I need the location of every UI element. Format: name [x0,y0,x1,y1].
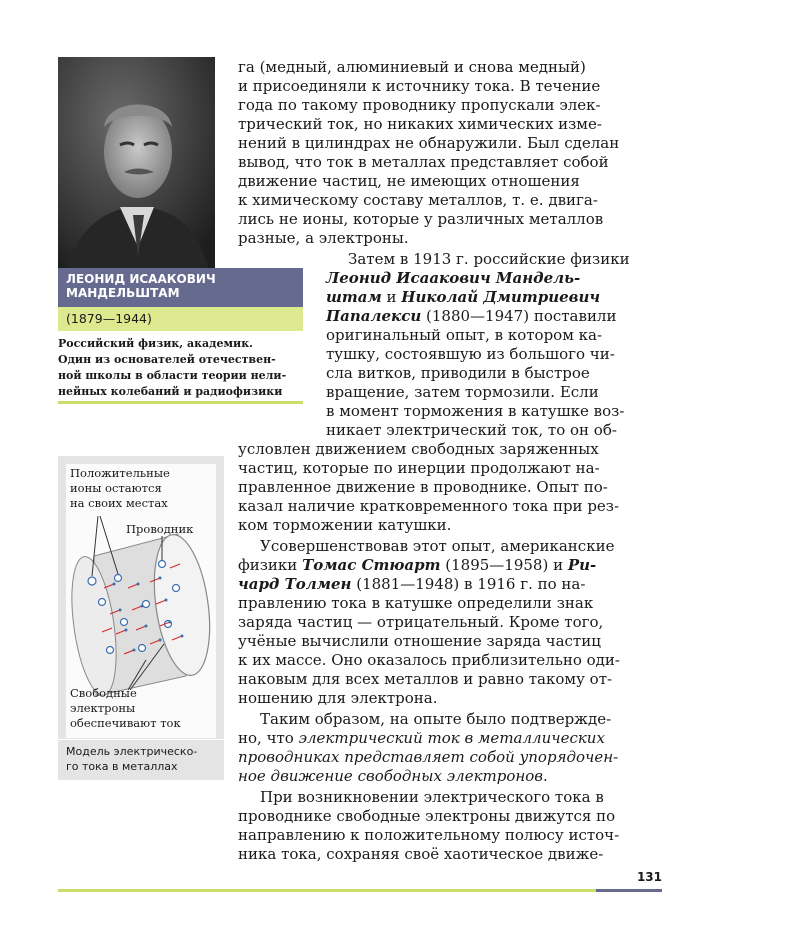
text-line: заряда частиц — отрицательный. Кроме того, [238,613,604,631]
scientist-bio [58,336,308,400]
text-line: оригинальный опыт, в котором ка- [326,326,603,344]
text-line [326,269,580,287]
name-stewart: Томас Стюарт [302,556,441,574]
bio-line: Российский физик, академик. [58,337,253,350]
text-line: трический ток, но никаких химических изме- [238,115,602,133]
text-line: но, что электрический ток в металлических [238,729,605,747]
text-line: к химическому составу металлов, т. е. двига- [238,191,598,209]
scientist-dates: (1879—1944) [58,307,303,331]
portrait-photo [58,57,215,268]
text-line: условлен движением свободных заряженных [238,440,599,458]
name-tolman: чард Толмен [238,575,352,593]
text-line: казал наличие кратковременного тока при рез- [238,497,620,515]
label-electrons: Свободные электроны обеспечивают ток [70,686,181,730]
text-line: учёные вычислили отношение заряда частиц [238,632,601,650]
text-line: нений в цилиндрах не обнаружили. Был сделан [238,134,620,152]
text-line: ношению для электрона. [238,689,438,707]
footer-rule-accent [596,889,662,892]
text-line: лись не ионы, которые у различных металлов [238,210,604,228]
text-line: ком торможении катушки. [238,516,452,534]
text-line: в момент торможения в катушке воз- [326,402,625,420]
text-line: движение частиц, не имеющих отношения [238,172,580,190]
page-number: 131 [636,870,662,884]
bio-divider [58,401,303,404]
key-statement: электрический ток в металлических [298,729,605,747]
text-line: правленное движение в проводнике. Опыт по- [238,478,608,496]
bio-line: нейных колебаний и радиофизики [58,385,283,398]
conductor-figure [58,456,224,739]
text-line: ника тока, сохраняя своё хаотическое движе- [238,845,604,863]
name-papaleksi: Николай Дмитриевич [401,288,601,306]
text-line: штам и Николай Дмитриевич [326,288,601,306]
text-line: га (медный, алюминиевый и снова медный) [238,58,586,76]
label-conductor: Проводник [126,522,194,536]
text-line: наковым для всех металлов и равно такому от- [238,670,613,688]
text-line: физики Томас Стюарт (1895—1958) и Ри- [238,556,597,574]
text-line: тушку, состоявшую из большого чи- [326,345,615,363]
text-line: никает электрический ток, то он об- [326,421,617,439]
text-line: частиц, которые по инерции продолжают на- [238,459,600,477]
text-line: Папалекси (1880—1947) поставили [326,307,617,325]
text-line: сла витков, приводили в быстрое [326,364,590,382]
text-line: года по такому проводнику пропускали элек- [238,96,601,114]
text-line: Таким образом, на опыте было подтвержде- [260,710,612,728]
text-line: При возникновении электрического тока в [260,788,604,806]
label-ions: Положительные ионы остаются на своих местах [70,466,170,510]
text-line: ное движение свободных электронов. [238,767,548,785]
text-line: проводниках представляет собой упорядочен- [238,748,619,766]
text-line: Усовершенствовав этот опыт, американские [260,537,615,555]
text-line: и присоединяли к источнику тока. В течение [238,77,601,95]
text-line: вывод, что ток в металлах представляет собой [238,153,609,171]
text-line: правлению тока в катушке определили знак [238,594,594,612]
scientist-name [58,268,303,307]
portrait-image [58,57,215,268]
text-line: направлению к положительному полюсу источ- [238,826,620,844]
text-line: вращение, затем тормозили. Если [326,383,599,401]
footer-rule [58,889,596,892]
text-line: разные, а электроны. [238,229,409,247]
scientist-name-line2: МАНДЕЛЬШТАМ [66,286,180,300]
bio-line: Один из основателей отечествен- [58,353,276,366]
text-line: Затем в 1913 г. российские физики [348,250,630,268]
text-line: проводнике свободные электроны движутся по [238,807,616,825]
figure-caption: Модель электрическо- го тока в металлах [58,740,224,780]
text-line: к их массе. Оно оказалось приблизительно оди- [238,651,620,669]
bio-line: ной школы в области теории нели- [58,369,287,382]
text-line: чард Толмен (1881—1948) в 1916 г. по на- [238,575,586,593]
scientist-name-line1: ЛЕОНИД ИСААКОВИЧ [66,272,216,286]
name-mandelstam: Леонид Исаакович Мандель- [326,269,581,287]
